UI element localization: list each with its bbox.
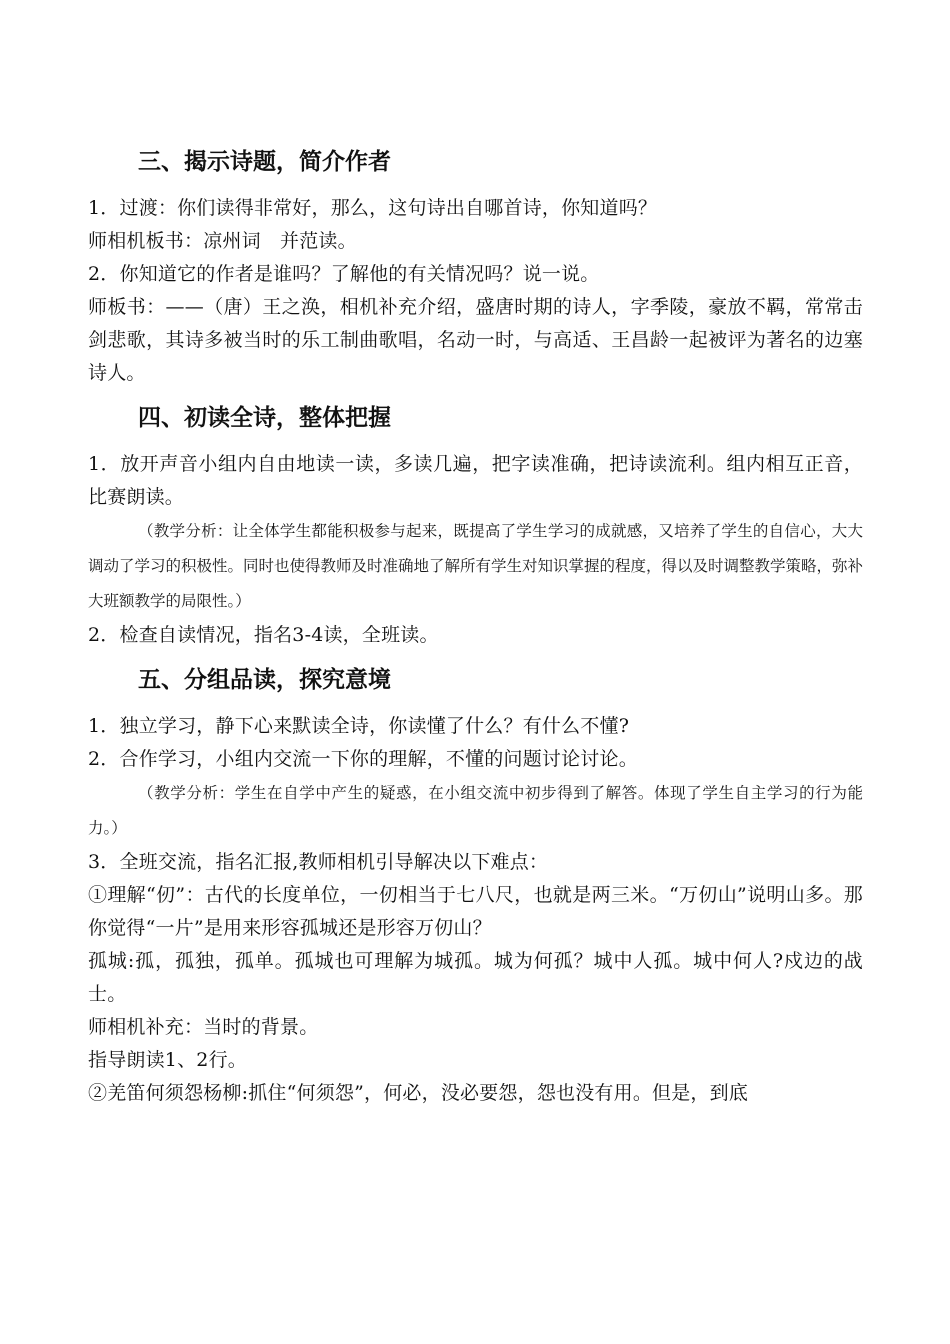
section-heading-4: 四、初读全诗，整体把握 [138, 405, 391, 431]
document-page [88, 142, 863, 1110]
teaching-analysis-note: （教学分析：学生在自学中产生的疑惑，在小组交流中初步得到了解答。体现了学生自主学习的行为能力。） [88, 784, 863, 837]
paragraph: 孤城:孤，孤独，孤单。孤城也可理解为城孤。城为何孤？城中人孤。城中何人?戍边的战士。 [88, 950, 863, 1005]
paragraph: 2．合作学习，小组内交流一下你的理解，不懂的问题讨论讨论。 [88, 748, 638, 770]
paragraph: 师相机补充：当时的背景。 [88, 1016, 319, 1038]
paragraph: 2．你知道它的作者是谁吗？了解他的有关情况吗？说一说。 [88, 263, 600, 285]
paragraph: ②羌笛何须怨杨柳:抓住“何须怨”，何必，没必要怨，怨也没有用。但是，到底 [88, 1082, 749, 1104]
paragraph: ①理解“仞”：古代的长度单位，一仞相当于七八尺，也就是两三米。“万仞山”说明山多。那你觉得“一片”是用来形容孤城还是形容万仞山？ [88, 884, 863, 939]
paragraph: 2．检查自读情况，指名3-4读，全班读。 [88, 624, 439, 646]
paragraph: 3．全班交流，指名汇报,教师相机引导解决以下难点： [88, 851, 549, 873]
paragraph: 1．过渡：你们读得非常好，那么，这句诗出自哪首诗，你知道吗？ [88, 197, 658, 219]
paragraph: 师相机板书：凉州词 并范读。 [88, 230, 357, 252]
paragraph: 师板书：——（唐）王之涣，相机补充介绍，盛唐时期的诗人，字季陵，豪放不羁，常常击剑悲歌，其诗多被当时的乐工制曲歌唱，名动一时，与高适、王昌龄一起被评为著名的边塞诗人。 [88, 296, 863, 384]
section-heading-3: 三、揭示诗题，简介作者 [138, 149, 391, 175]
paragraph: 指导朗读1、2行。 [88, 1049, 247, 1071]
paragraph: 1．独立学习，静下心来默读全诗，你读懂了什么？有什么不懂? [88, 715, 630, 737]
paragraph: 1．放开声音小组内自由地读一读，多读几遍，把字读准确，把诗读流利。组内相互正音，比赛朗读。 [88, 453, 863, 508]
section-heading-5: 五、分组品读，探究意境 [138, 667, 391, 693]
teaching-analysis-note: （教学分析：让全体学生都能积极参与起来，既提高了学生学习的成就感，又培养了学生的自信心，大大调动了学习的积极性。同时也使得教师及时准确地了解所有学生对知识掌握的程度，得以及时调整教学策略，弥补大班额教学的局限性。） [88, 522, 864, 610]
